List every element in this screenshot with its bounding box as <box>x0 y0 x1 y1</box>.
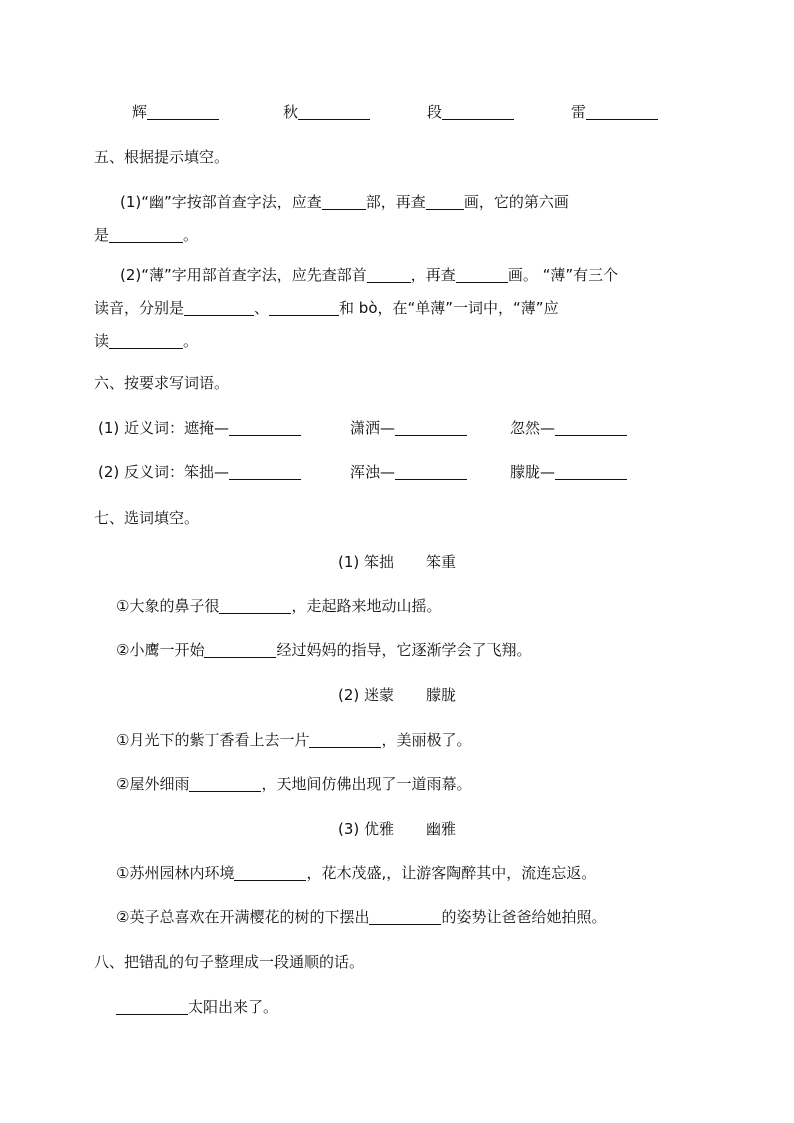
question-text: (1)“幽”字按部首查字法，应查 <box>120 193 322 211</box>
sentence-text: ①大象的鼻子很 <box>116 597 220 615</box>
row-label: (1) 近义词： <box>98 419 185 437</box>
answer-blank[interactable] <box>109 226 183 243</box>
sentence-text: ，花木茂盛,，让游客陶醉其中，流连忘返。 <box>306 864 597 882</box>
answer-blank[interactable] <box>322 193 366 210</box>
word-label: 潇洒— <box>350 419 396 437</box>
answer-blank[interactable] <box>234 864 306 881</box>
answer-blank[interactable] <box>298 103 370 120</box>
answer-blank[interactable] <box>147 103 219 120</box>
question-text: 。 <box>183 332 199 350</box>
section-heading: 五、根据提示填空。 <box>94 148 230 166</box>
answer-blank[interactable] <box>229 463 301 480</box>
word-choice-title <box>0 552 794 572</box>
question-text: 画。 “薄”有三个 <box>507 266 619 284</box>
question-line <box>94 298 559 318</box>
question-text: 部，再查 <box>365 193 426 211</box>
sentence-text: ，天地间仿佛出现了一道雨幕。 <box>261 775 472 793</box>
word-label: 朦胧— <box>510 463 556 481</box>
char-blank-row <box>571 102 658 122</box>
answer-blank[interactable] <box>204 641 276 658</box>
choice-word: 朦胧 <box>426 686 457 704</box>
answer-blank[interactable] <box>189 775 261 792</box>
word-label: 遮掩— <box>184 419 230 437</box>
sentence-line <box>116 730 471 750</box>
sentence-text: 的姿势让爸爸给她拍照。 <box>441 908 607 926</box>
sentence-text: ①月光下的紫丁香看上去一片 <box>116 731 310 749</box>
answer-blank[interactable] <box>309 731 381 748</box>
answer-blank[interactable] <box>184 299 254 316</box>
question-text: 和 bò，在“单薄”一词中，“薄”应 <box>339 299 559 317</box>
question-line <box>94 225 198 245</box>
answer-blank[interactable] <box>109 332 183 349</box>
sentence-text: ②屋外细雨 <box>116 775 190 793</box>
row-label: (2) 反义词： <box>98 463 185 481</box>
section-heading: 七、选词填空。 <box>94 509 200 527</box>
answer-blank[interactable] <box>456 266 508 283</box>
word-row <box>350 418 467 438</box>
sentence-text: 太阳出来了。 <box>188 998 279 1016</box>
question-line <box>120 192 569 212</box>
char-blank-row <box>427 102 514 122</box>
question-text: 读 <box>94 332 110 350</box>
word-label: 浑浊— <box>350 463 396 481</box>
sentence-text: 经过妈妈的指导，它逐渐学会了飞翔。 <box>276 641 532 659</box>
char-label: 辉 <box>132 103 148 121</box>
section-heading: 六、按要求写词语。 <box>94 374 230 392</box>
word-label: 笨拙— <box>184 463 230 481</box>
answer-blank[interactable] <box>219 597 291 614</box>
answer-blank[interactable] <box>395 419 467 436</box>
sentence-line <box>116 774 471 794</box>
choice-word: (3) 优雅 <box>337 820 394 838</box>
word-row <box>510 462 627 482</box>
sentence-line <box>116 863 596 883</box>
answer-blank[interactable] <box>367 266 411 283</box>
question-text: ，再查 <box>410 266 456 284</box>
char-blank-row <box>283 102 370 122</box>
question-text: 是 <box>94 226 110 244</box>
question-text: (2)“薄”字用部首查字法，应先查部首 <box>120 266 367 284</box>
answer-blank[interactable] <box>442 103 514 120</box>
choice-word: (1) 笨拙 <box>337 553 394 571</box>
answer-blank[interactable] <box>426 193 464 210</box>
answer-blank[interactable] <box>555 419 627 436</box>
word-label: 忽然— <box>510 419 556 437</box>
sentence-text: ①苏州园林内环境 <box>116 864 235 882</box>
question-line <box>120 265 618 285</box>
answer-blank[interactable] <box>116 998 188 1015</box>
word-row <box>98 462 301 482</box>
word-row <box>350 462 467 482</box>
sentence-text: ，走起路来地动山摇。 <box>291 597 442 615</box>
sentence-text: ②小鹰一开始 <box>116 641 205 659</box>
word-choice-title <box>0 685 794 705</box>
choice-word: (2) 迷蒙 <box>337 686 394 704</box>
char-label: 雷 <box>571 103 587 121</box>
sentence-line <box>116 640 531 660</box>
choice-word: 笨重 <box>426 553 457 571</box>
question-line <box>94 331 198 351</box>
answer-blank[interactable] <box>555 463 627 480</box>
word-row <box>98 418 301 438</box>
sentence-text: ②英子总喜欢在开满樱花的树的下摆出 <box>116 908 370 926</box>
sentence-text: ，美丽极了。 <box>381 731 472 749</box>
question-text: 读音，分别是 <box>94 299 185 317</box>
answer-blank[interactable] <box>269 299 339 316</box>
answer-blank[interactable] <box>395 463 467 480</box>
question-text: 、 <box>254 299 270 317</box>
answer-blank[interactable] <box>586 103 658 120</box>
question-text: 。 <box>183 226 199 244</box>
word-row <box>510 418 627 438</box>
sentence-line <box>116 907 606 927</box>
question-text: 画，它的第六画 <box>463 193 569 211</box>
char-label: 段 <box>427 103 443 121</box>
char-blank-row <box>132 102 219 122</box>
section-heading: 八、把错乱的句子整理成一段通顺的话。 <box>94 953 365 971</box>
word-choice-title <box>0 819 794 839</box>
answer-blank[interactable] <box>369 908 441 925</box>
sentence-line <box>116 997 278 1017</box>
char-label: 秋 <box>283 103 299 121</box>
sentence-line <box>116 596 441 616</box>
answer-blank[interactable] <box>229 419 301 436</box>
choice-word: 幽雅 <box>426 820 457 838</box>
